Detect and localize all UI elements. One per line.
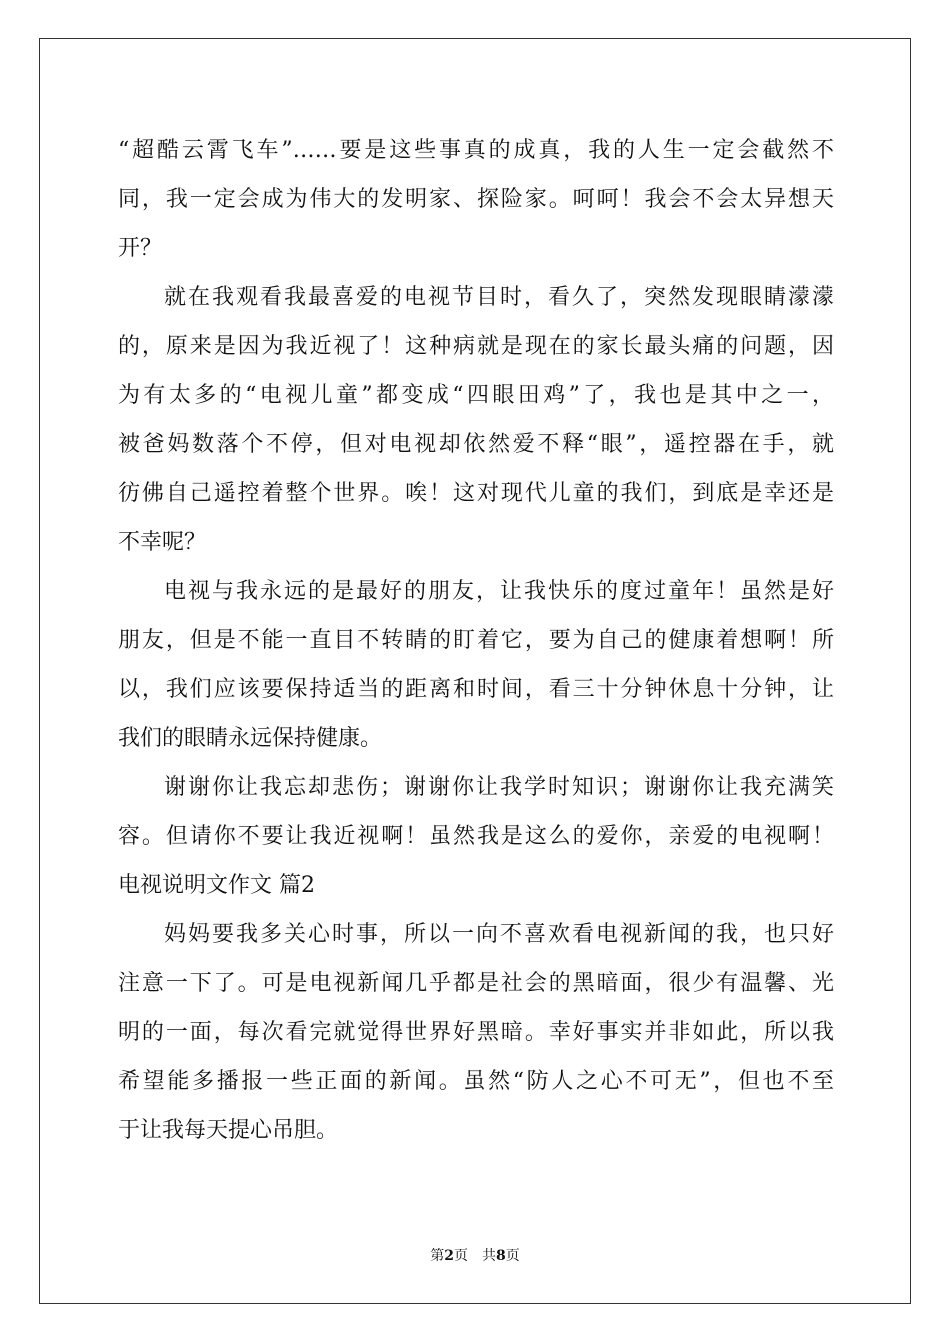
text-line: 朋友，但是不能一直目不转睛的盯着它，要为自己的健康着想啊！所 xyxy=(118,628,834,653)
footer-page-number: 2 xyxy=(444,1248,454,1264)
text-line: 同，我一定会成为伟大的发明家、探险家。呵呵！我会不会太异想天 xyxy=(118,187,834,212)
document-body xyxy=(118,126,834,1155)
footer-middle: 页 共 xyxy=(454,1248,496,1264)
text-line: 的，原来是因为我近视了！这种病就是现在的家长最头痛的问题，因 xyxy=(118,334,834,359)
text-line: “超酷云霄飞车”……要是这些事真的成真，我的人生一定会截然不 xyxy=(118,138,834,163)
text-line: 被爸妈数落个不停，但对电视却依然爱不释“眼”，遥控器在手，就 xyxy=(118,432,834,457)
text-line: 谢谢你让我忘却悲伤；谢谢你让我学时知识；谢谢你让我充满笑 xyxy=(164,775,834,800)
text-line: 就在我观看我最喜爱的电视节目时，看久了，突然发现眼睛濛濛 xyxy=(164,285,834,310)
text-line: 为有太多的“电视儿童”都变成“四眼田鸡”了，我也是其中之一， xyxy=(118,383,834,408)
text-line: 注意一下了。可是电视新闻几乎都是社会的黑暗面，很少有温馨、光 xyxy=(118,971,834,996)
footer-total-pages: 8 xyxy=(496,1248,506,1264)
page-footer xyxy=(0,1246,950,1266)
text-line: 不幸呢？ xyxy=(118,530,207,555)
text-line: 电视说明文作文 篇2 xyxy=(118,873,315,898)
text-line: 彷佛自己遥控着整个世界。唉！这对现代儿童的我们，到底是幸还是 xyxy=(118,481,834,506)
text-line: 开？ xyxy=(118,236,163,261)
footer-suffix: 页 xyxy=(505,1248,520,1264)
text-line: 妈妈要我多关心时事，所以一向不喜欢看电视新闻的我，也只好 xyxy=(164,922,834,947)
text-line: 电视与我永远的是最好的朋友，让我快乐的度过童年！虽然是好 xyxy=(164,579,834,604)
text-line: 于让我每天提心吊胆。 xyxy=(118,1118,339,1143)
text-line: 明的一面，每次看完就觉得世界好黑暗。幸好事实并非如此，所以我 xyxy=(118,1020,834,1045)
text-line: 容。但请你不要让我近视啊！虽然我是这么的爱你，亲爱的电视啊！ xyxy=(118,824,834,849)
text-line: 我们的眼睛永远保持健康。 xyxy=(118,726,383,751)
footer-prefix: 第 xyxy=(430,1248,445,1264)
text-line: 以，我们应该要保持适当的距离和时间，看三十分钟休息十分钟，让 xyxy=(118,677,834,702)
text-line: 希望能多播报一些正面的新闻。虽然“防人之心不可无”，但也不至 xyxy=(118,1069,834,1094)
